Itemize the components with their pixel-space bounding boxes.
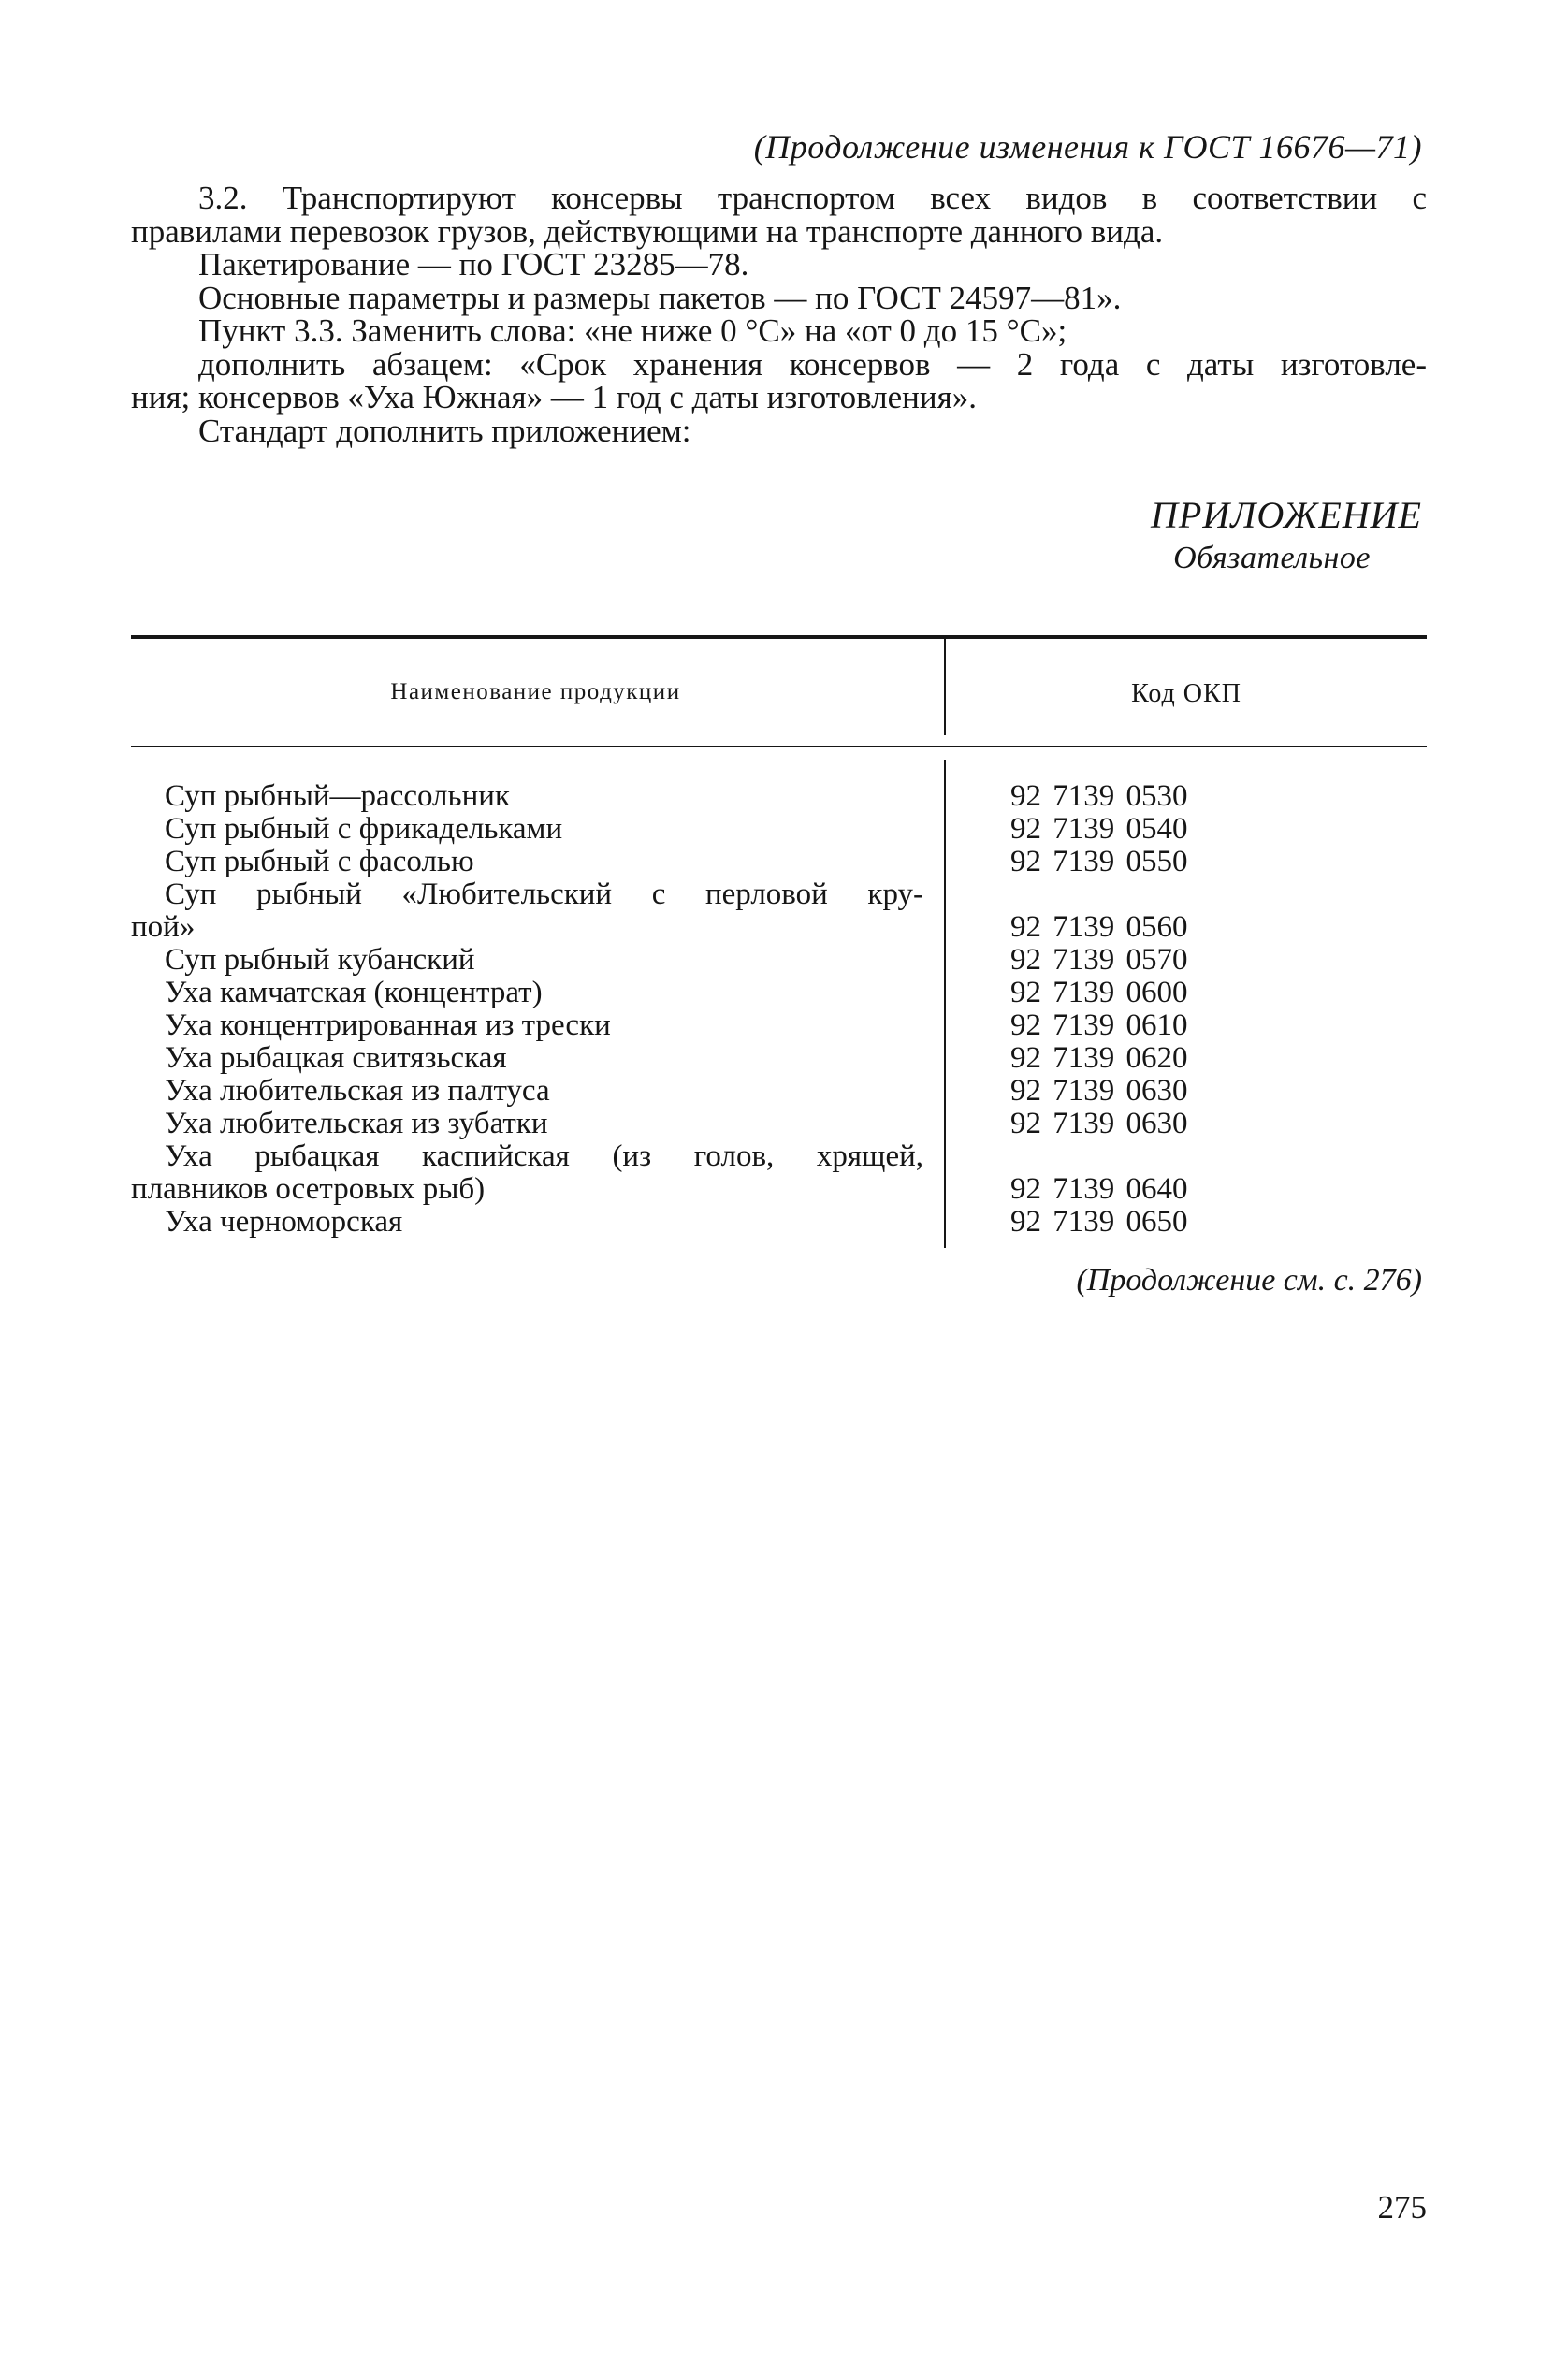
table-top-rule (131, 635, 1427, 639)
okp-code: 92 7139 0640 (1010, 1172, 1188, 1206)
column-header-code: Код ОКП (1131, 679, 1241, 708)
okp-code: 92 7139 0560 (1010, 910, 1188, 944)
table-row (131, 944, 1431, 977)
okp-code: 92 7139 0650 (1010, 1205, 1188, 1239)
paragraph-3-3: Пункт 3.3. Заменить слова: «не ниже 0 °С» на «от 0 до 15 °С»; (198, 312, 1067, 349)
paragraph-storage-line-2: ния; консервов «Уха Южная» — 1 год с даты изготовления». (131, 379, 977, 415)
product-name: Уха любительская из зубатки (165, 1107, 548, 1140)
table-row (131, 1206, 1431, 1239)
continuation-footer: (Продолжение см. с. 276) (1076, 1263, 1422, 1298)
paragraph-appendix-intro: Стандарт дополнить приложением: (198, 412, 691, 449)
product-table (131, 780, 1431, 1239)
table-row (131, 1075, 1431, 1108)
body-text (131, 181, 1427, 447)
page-number: 275 (1377, 2189, 1427, 2226)
table-row (131, 1042, 1431, 1075)
appendix-subtitle: Обязательное (1173, 541, 1371, 575)
paragraph-3-2-line-1: 3.2. Транспортируют консервы транспортом всех видов в соответствии с (198, 180, 1427, 216)
table-row (131, 1140, 1431, 1206)
product-name: Суп рыбный с фасолью (165, 845, 474, 878)
paragraph-storage-line-1: дополнить абзацем: «Срок хранения консервов — 2 года с даты изготовле- (198, 345, 1427, 383)
table-header-rule (131, 746, 1427, 747)
okp-code: 92 7139 0540 (1010, 812, 1188, 846)
continuation-header: (Продолжение изменения к ГОСТ 16676—71) (753, 128, 1422, 166)
product-name: Уха любительская из палтуса (165, 1074, 550, 1108)
okp-code: 92 7139 0530 (1010, 779, 1188, 813)
okp-code: 92 7139 0630 (1010, 1107, 1188, 1140)
table-row (131, 846, 1431, 878)
product-name: Уха концентрированная из трески (165, 1008, 611, 1042)
product-name: Уха рыбацкая каспийская (из голов, хрящей, плавников осетровых рыб) (131, 1139, 923, 1206)
table-row (131, 813, 1431, 846)
product-name: Суп рыбный с фрикадельками (165, 812, 563, 846)
paragraph-package-params: Основные параметры и размеры пакетов — по ГОСТ 24597—81». (198, 279, 1122, 316)
column-header-name: Наименование продукции (390, 679, 681, 704)
product-name: Уха черноморская (165, 1205, 403, 1239)
okp-code: 92 7139 0620 (1010, 1041, 1188, 1075)
table-row (131, 878, 1431, 944)
okp-code: 92 7139 0570 (1010, 943, 1188, 977)
okp-code: 92 7139 0630 (1010, 1074, 1188, 1108)
table-row (131, 977, 1431, 1009)
product-name: Суп рыбный «Любительский с перловой кру- пой» (131, 877, 923, 944)
table-row (131, 1009, 1431, 1042)
product-name: Суп рыбный—рассольник (165, 779, 510, 813)
product-name: Уха рыбацкая свитязьская (165, 1041, 507, 1075)
okp-code: 92 7139 0610 (1010, 1008, 1188, 1042)
product-name: Уха камчатская (концентрат) (165, 976, 543, 1009)
paragraph-3-2-line-2: правилами перевозок грузов, действующими на транспорте данного вида. (131, 212, 1164, 250)
appendix-title: ПРИЛОЖЕНИЕ (1151, 494, 1422, 536)
table-row (131, 1108, 1431, 1140)
table-row (131, 780, 1431, 813)
okp-code: 92 7139 0550 (1010, 845, 1188, 878)
product-name: Суп рыбный кубанский (165, 943, 475, 977)
okp-code: 92 7139 0600 (1010, 976, 1188, 1009)
paragraph-packaging: Пакетирование — по ГОСТ 23285—78. (198, 246, 749, 283)
